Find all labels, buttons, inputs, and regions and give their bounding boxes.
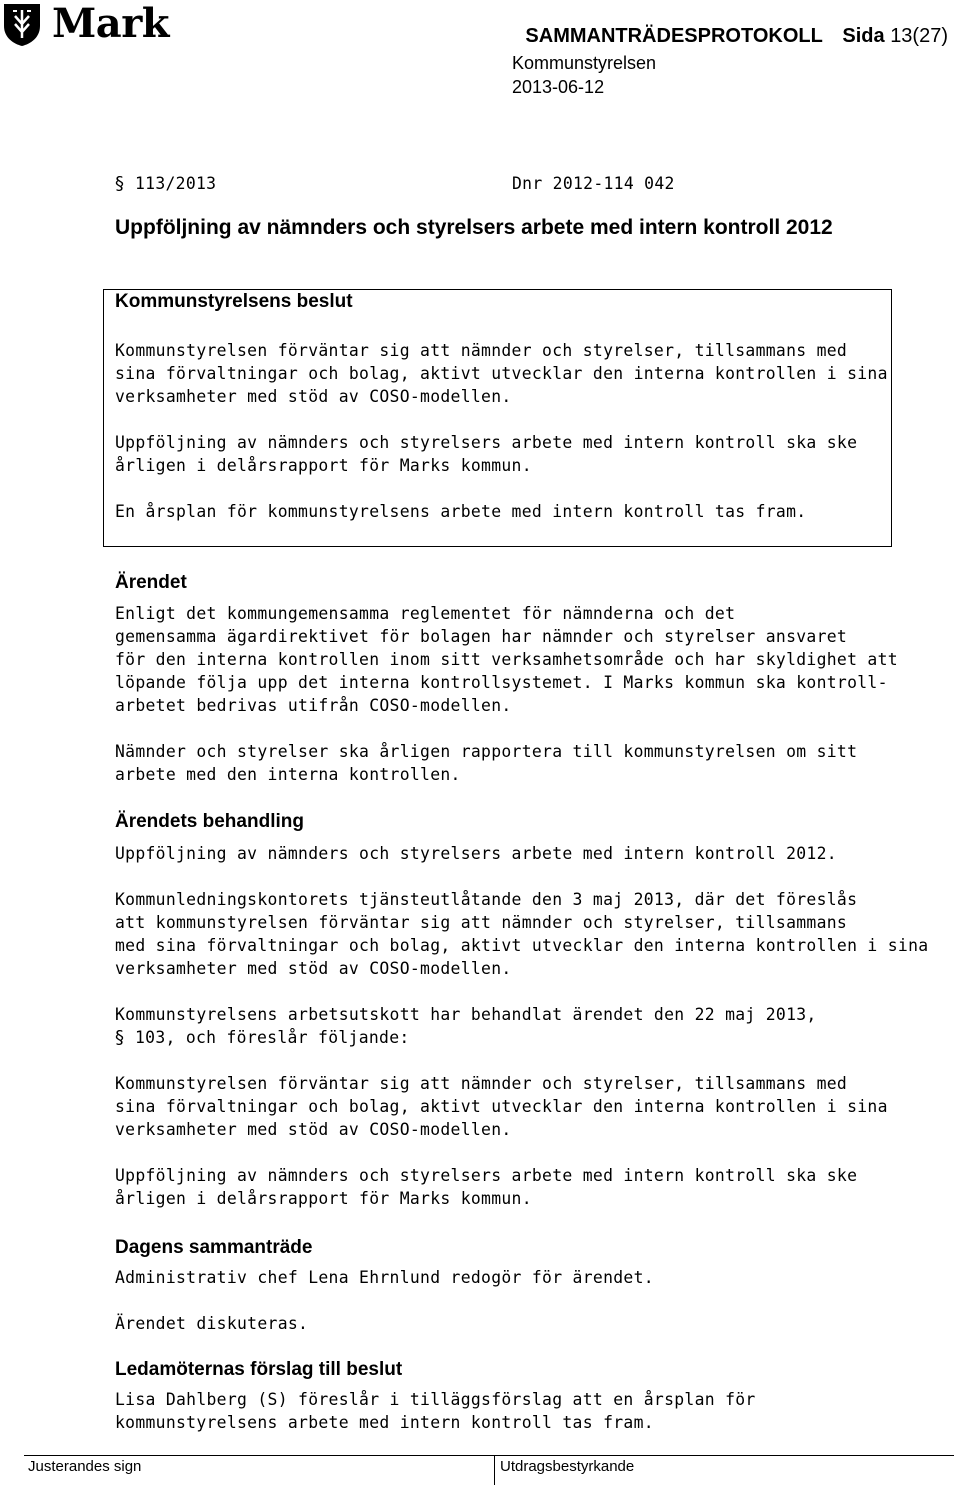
text-line: att kommunstyrelsen förväntar sig att nämnder och styrelser, tillsammans bbox=[115, 913, 848, 932]
behandling-heading: Ärendets behandling bbox=[115, 811, 304, 832]
text-line: 103, och föreslår följande: bbox=[135, 1028, 410, 1047]
text-line: Lisa Dahlberg (S) föreslår i tilläggsförslag att en årsplan för bbox=[115, 1390, 756, 1409]
dagens-text bbox=[115, 1266, 654, 1335]
municipality-logo bbox=[0, 0, 175, 50]
text-line: Kommunstyrelsen förväntar sig att nämnder och styrelser, tillsammans med bbox=[115, 1074, 848, 1093]
text-line bbox=[115, 408, 888, 431]
document-type: SAMMANTRÄDESPROTOKOLL bbox=[525, 25, 823, 47]
behandling-text bbox=[115, 842, 928, 1210]
text-line: Kommunstyrelsens arbetsutskott har behandlat ärendet den 22 maj 2013, bbox=[115, 1005, 817, 1024]
logo-wordmark: Mark bbox=[52, 0, 169, 47]
arendet-heading: Ärendet bbox=[115, 572, 187, 593]
text-line bbox=[115, 717, 898, 740]
text-line bbox=[115, 1289, 654, 1312]
case-number: 113/2013 bbox=[135, 174, 217, 193]
text-line: Kommunledningskontorets tjänsteutlåtande den 3 maj 2013, där det föreslås bbox=[115, 890, 858, 909]
text-line: verksamheter med stöd av COSO-modellen. bbox=[115, 959, 512, 978]
arendet-text bbox=[115, 602, 898, 786]
page-label: Sida bbox=[842, 25, 885, 47]
text-line: gemensamma ägardirektivet för bolagen har nämnder och styrelser ansvaret bbox=[115, 627, 848, 646]
text-line: En årsplan för kommunstyrelsens arbete med intern kontroll tas fram. bbox=[115, 502, 807, 521]
text-line: Uppföljning av nämnders och styrelsers arbete med intern kontroll ska ske bbox=[115, 433, 858, 452]
text-line: kommunstyrelsens arbete med intern kontroll tas fram. bbox=[115, 1413, 654, 1432]
text-line bbox=[115, 865, 928, 888]
coat-of-arms-icon bbox=[2, 2, 42, 46]
footer-signature-label: Justerandes sign bbox=[28, 1458, 142, 1475]
text-line bbox=[115, 980, 928, 1003]
paragraph-symbol: § bbox=[115, 173, 124, 194]
text-line: med sina förvaltningar och bolag, aktivt utvecklar den interna kontrollen i sina bbox=[115, 936, 929, 955]
footer-rule bbox=[24, 1455, 954, 1456]
text-line bbox=[115, 1049, 928, 1072]
text-line: verksamheter med stöd av COSO-modellen. bbox=[115, 387, 512, 406]
text-line: Uppföljning av nämnders och styrelsers arbete med intern kontroll 2012. bbox=[115, 844, 837, 863]
document-header bbox=[525, 22, 948, 50]
text-line: Nämnder och styrelser ska årligen rapportera till kommunstyrelsen om sitt bbox=[115, 742, 858, 761]
text-line: arbete med den interna kontrollen. bbox=[115, 765, 461, 784]
ledamoter-text bbox=[115, 1388, 756, 1434]
decision-heading: Kommunstyrelsens beslut bbox=[115, 291, 353, 312]
text-line: arbetet bedrivas utifrån COSO-modellen. bbox=[115, 696, 512, 715]
text-line: verksamheter med stöd av COSO-modellen. bbox=[115, 1120, 512, 1139]
text-line: Kommunstyrelsen förväntar sig att nämnder och styrelser, tillsammans med bbox=[115, 341, 848, 360]
text-line: sina förvaltningar och bolag, aktivt utvecklar den interna kontrollen i sina bbox=[115, 364, 888, 383]
text-line: Uppföljning av nämnders och styrelsers arbete med intern kontroll ska ske bbox=[115, 1166, 858, 1185]
paragraph-symbol: § bbox=[115, 1027, 124, 1048]
page-number: 13(27) bbox=[890, 25, 948, 47]
text-line: årligen i delårsrapport för Marks kommun. bbox=[115, 456, 532, 475]
text-line: Enligt det kommungemensamma reglementet för nämnderna och det bbox=[115, 604, 736, 623]
ledamoter-heading: Ledamöternas förslag till beslut bbox=[115, 1359, 403, 1380]
text-line: sina förvaltningar och bolag, aktivt utvecklar den interna kontrollen i sina bbox=[115, 1097, 888, 1116]
case-title: Uppföljning av nämnders och styrelsers arbete med intern kontroll 2012 bbox=[115, 216, 833, 239]
footer-certification-label: Utdragsbestyrkande bbox=[500, 1458, 635, 1475]
decision-text bbox=[115, 339, 888, 523]
text-line: Administrativ chef Lena Ehrnlund redogör för ärendet. bbox=[115, 1268, 654, 1287]
diary-number: Dnr 2012-114 042 bbox=[512, 174, 675, 193]
footer-divider bbox=[494, 1455, 495, 1485]
text-line: löpande följa upp det interna kontrollsystemet. I Marks kommun ska kontroll- bbox=[115, 673, 888, 692]
text-line: årligen i delårsrapport för Marks kommun. bbox=[115, 1189, 532, 1208]
text-line bbox=[115, 477, 888, 500]
text-line bbox=[115, 1141, 928, 1164]
text-line: för den interna kontrollen inom sitt verksamhetsområde och har skyldighet att bbox=[115, 650, 898, 669]
body-name: Kommunstyrelsen bbox=[512, 53, 657, 73]
text-line: Ärendet diskuteras. bbox=[115, 1314, 309, 1333]
dagens-heading: Dagens sammanträde bbox=[115, 1237, 313, 1258]
meeting-date: 2013-06-12 bbox=[512, 77, 605, 97]
